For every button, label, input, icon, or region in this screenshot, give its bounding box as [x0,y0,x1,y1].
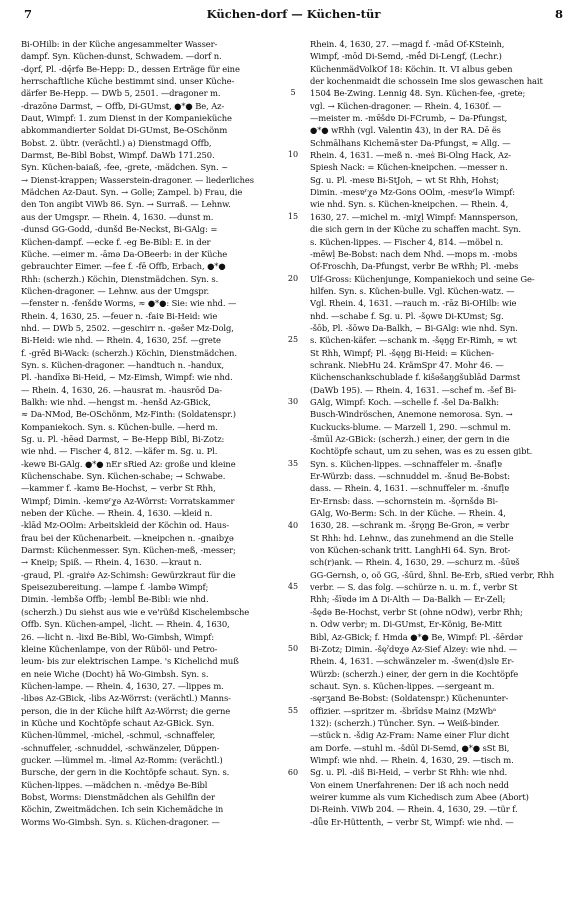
text-line: -šmūl Az-GBick: (scherzh.) einer, der gern in die [310,434,510,444]
text-line: Küchen-lippes. —mädchen n. -mēdχə Be-Bibl [21,779,208,790]
text-line: f. -grēd Bi-Wack: (scherzh.) Köchin, Dienstmädchen. [21,347,237,358]
text-line: der kochenmaidt die schossein Ime slos gewaschen hait [310,76,543,87]
text-line: → Kneip; Spiß. — Rhein. 4, 1630. —kraut n. [21,557,202,568]
text-line: sch(r)ank. — Rhein. 4, 1630, 29. —schurz m. -šūɐš [310,557,520,568]
text-line: Er-Würzb: dass. —schnuddel m. -šnuḍ Be-Bobst: [310,471,510,482]
text-line: Bobst, Worms: Dienstmädchen als Gehilfin der [21,791,215,802]
text-line: ●*● wRhh (vgl. Valentin 43), in der RA. Dē ës [310,125,501,136]
text-line: den Ton angibt ViWb 86. Syn. → Surraß. — Lehnw. [21,199,231,210]
line-number: 20 [287,273,299,283]
text-line: Küchen-lümmel, -michel, -schmul, -schnaffeler, [21,730,216,741]
text-line: wie nhd. — Fischer 4, 812. —käfer m. Sg. u. Pl. [21,446,218,457]
text-line: Bobst. 2. übtr. (verächtl.) a) Dienstmagd Offb, [21,137,212,148]
text-line: wie nhd. Syn. s. Küchen-kneipchen. — Rhein. 4, [310,199,509,210]
text-line: Rhh; -šīɐdə im ∆ Di-Alth — Da-Balkh — Er-Zell; [310,594,506,605]
text-line: -klād Mz-OOlm: Arbeitskleid der Köchin od. Haus- [21,520,229,531]
text-line: schaut. Syn. s. Küchen-lippes. —sergeant m. [310,680,495,691]
text-line: Kompaniekoch. Syn. s. Küchen-bulle. —herd m. [21,421,218,432]
text-line: —stück n. -šdig Az-Fram: Name einer Flur dicht [310,730,510,741]
text-line: dass. — Rhein. 4, 1631. —schnuffeler m. -šnufḷɐ [310,483,509,494]
text-line: (DaWb 195). — Rhein. 4, 1631. —schef m. -šef Bi- [310,384,517,395]
text-line: Köchin, Zweitmädchen. Ich sein Kichemädche in [21,804,224,815]
text-line: Syn. s. Küchen-lippes. —schnaffeler m. -šnafḷɐ [310,458,502,469]
text-line: dampf. Syn. Küchen-dunst, Schwadem. —dorf n. [21,51,222,62]
text-line: s. Küchen-käfer. —schank m. -šęŋg Er-Rimh, ≈ wt [310,335,517,346]
text-line: Speisezubereitung. —lampe f. -lambə Wimpf; [21,582,209,593]
text-line: offizier. —spritzer m. -šbrīdsɐ Mainz (MzWbᵃ [310,705,497,716]
text-line: n. Odw verbr; m. Di-GUmst, Er-König, Be-Mitt [310,619,502,630]
text-line: Sg. u. Pl. -hēəd Darmst, ~ Be-Hepp Bibl, Bi-Zotz: [21,434,225,444]
text-line: s. Küchen-lippes. — Fischer 4, 814. —möbel n. [310,236,504,247]
text-line: ≈ Da-NMod, Be-OSchönm, Mz-Finth: (Soldatenspr.) [21,409,236,420]
text-line: därfer Be-Hepp. — DWb 5, 2501. —dragoner m. [21,88,221,99]
text-line: Wimpf, -mōd Di-Semd, -mḗd Di-Lengf, (Lechr.) [310,51,502,62]
text-line: hilfen. Syn. s. Küchen-bulle. Vgl. Küchen-watz. — [310,285,515,296]
text-line: verbr. — S. das folg. —schürze n. u. m. f., verbr St [310,582,518,593]
text-line: Sg. u. Pl. -diš Bi-Heid, ~ verbr St Rhh: wie nhd. [310,767,508,778]
text-line: Küchen-lampe. — Rhein. 4, 1630, 27. —lippes m. [21,680,224,691]
text-line: -dǫrf, Pl. -dę̄rfə Be-Hepp: D., dessen Erträge für eine [21,63,240,74]
text-line: -dunsd GG-Godd, -dunšd Be-Neckst, Bi-GAlg: = [21,224,218,235]
text-line: 1630, 27. —michel m. -miχḷ Wimpf: Mannsperson, [310,211,518,222]
text-line: (scherzh.) Du siehst aus wie e ve'rüßd Kischelembsche [21,606,250,617]
running-head: Küchen-dorf — Küchen-tür [206,7,381,21]
text-line: Küchenschankschublade f. kišəšaŋgšublād Darmst [310,372,521,383]
text-line: Darmst, Be-Bibl Bobst, Wimpf. DaWb 171.250. [21,150,215,161]
text-line: am Dorfe. —stuhl m. -šdūl Di-Semd, ●*● sSt Bi, [310,742,510,753]
text-line: GG-Gernsh, o, oö GG, -šūrd, šhnl. Be-Erb, sRied verbr, Rhh [310,569,555,580]
line-number: 40 [287,520,299,530]
page-number-right: 8 [554,7,563,21]
text-line: 132): (scherzh.) Tüncher. Syn. → Weiß-binder. [310,717,500,728]
text-line: 26. —licht n. -lixd Be-Bibl, Wo-Gimbsh, Wimpf: [21,631,214,642]
text-line: leum- bis zur elektrischen Lampe. 's Kichelichd muß [21,656,239,667]
left-column [21,38,278,828]
text-line: Küchen-dragoner. — Lehnw. aus der Umgspr. [21,285,210,296]
text-line: gucker. —lümmel m. -liməl Az-Romm: (verächtl.) [21,754,223,765]
text-line: Bursche, der gern in die Kochtöpfe schaut. Syn. s. [21,767,230,778]
text-line: Bi-OHilb: in der Küche angesammelter Wasser- [21,39,218,49]
text-line: —fenster n. -fenšdɐ Worms, ≈ ●*●: Sie: wie nhd. — [21,298,237,309]
text-line: —kammer f. -kamɐ Be-Hochst, ~ verbr St Rhh, [21,483,216,494]
text-line: Bibl, Az-GBick; f. Hmda ●*● Be, Wimpf: Pl. -šērdər [310,631,523,642]
text-line: -dǖɐ Er-Hüttenth, ~ verbr St, Wimpf: wie nhd. — [310,816,514,827]
text-line: frau bei der Küchenarbeit. —kneipchen n. -gnaibχə [21,532,234,543]
text-line: 1504 Be-Zwing. Lennig 48. Syn. Küchen-fee, -grete; [310,88,526,99]
text-line: nhd. — DWb 5, 2502. —geschirr n. -gəšer Mz-Dolg, [21,322,234,333]
text-line: Er-Ernsb: dass. —schornstein m. -šǫrnšdə Bi- [310,495,498,506]
text-line: -kewɐ Bi-GAlg. ●*● nEr sRied Az: große und kleine [21,458,236,469]
text-line: Rhh: (scherzh.) Köchin, Dienstmädchen. Syn. s. [21,273,219,284]
text-line: Darmst: Küchenmesser. Syn. Küchen-meß, -messer; [21,545,236,556]
text-line: die sich gern in der Küche zu schaffen macht. Syn. [310,224,521,235]
text-line: vgl. → Küchen-dragoner. — Rhein. 4, 1630f. — [310,100,502,111]
text-line: Kochtöpfe schaut, um zu sehen, was es zu essen gibt. [310,446,533,457]
text-line: -mēwḷ Be-Bobst: nach dem Nhd. —mops m. -mobs [310,248,518,259]
text-line: Worms Wo-Gimbsh. Syn. s. Küchen-dragoner. — [21,816,220,827]
text-line: -drazōnə Darmst, ~ Offb, Di-GUmst, ●*● Be, Az- [21,100,225,111]
text-line: Busch-Windröschen, Anemone nemorosa. Syn. → [310,409,513,420]
text-line: Di-Reinh. ViWb 204. — Rhein. 4, 1630, 29. —tür f. [310,804,518,815]
text-line: Rhein. 4, 1630, 25. —feuer n. -faiɐ Bi-Heid: wie [21,310,218,321]
line-number: 25 [287,335,299,345]
text-line: -šędə Be-Hochst, verbr St (ohne nOdw), verbr Rhh; [310,606,523,617]
text-line: 1630, 28. —schrank m. -šrǫŋg Be-Gron, ≈ verbr [310,520,509,531]
text-line: — Rhein. 4, 1630, 26. —hausrat m. -hausrōd Da- [21,384,223,395]
text-line: —meister m. -mɐ̄šdɐ Di-FCrumb, ~ Da-Pfungst, [310,113,508,124]
text-line: Syn. Küchen-baiaß, -fee, -grete, -mädchen. Syn. ~ [21,162,229,173]
text-line: Dimin. -lembšə Offb; -lembĺ Be-Bibl: wie nhd. [21,594,209,605]
text-line: Wimpf; Dimin. -kemɐʳχə Az-Wörrst: Vorratskammer [21,495,235,506]
line-number: 5 [290,88,296,98]
text-line: Sg. u. Pl. -mesɐ Bi-StJoh, ~ wt St Rhh, Hohst; [310,174,500,185]
text-line: kleine Küchenlampe, von der Rüböl- und Petro- [21,643,218,654]
text-line: Of-Froschh, Da-Pfungst, verbr Be wRhh; Pl. -mebs [310,261,519,272]
line-number: 15 [287,211,299,221]
line-number: 55 [287,705,299,715]
line-number: 35 [287,458,299,468]
text-line: aus der Umgspr. — Rhein. 4, 1630. —dunst m. [21,211,214,222]
text-line: Spiesh Nack: = Küchen-kneipchen. —messer n. [310,162,508,173]
text-line: Kuckucks-blume. — Marzell 1, 290. —schmul m. [310,421,511,432]
text-line: KüchenmädVolkOf 18: Köchin. It. VI albus geben [310,63,513,74]
line-number: 50 [287,644,299,654]
text-line: herrschaftliche Küche bestimmt sind. unser Küche- [21,76,235,87]
text-line: in Küche und Kochtöpfe schaut Az-GBick. Syn. [21,717,215,728]
text-line: Pl. -handīxə Bi-Heid, ~ Mz-Eimsh, Wimpf: wie nhd. [21,372,233,383]
line-number: 30 [287,397,299,407]
text-line: Bi-Zotz; Dimin. -šęˀdɐχə Az-Sief Alzey: wie nhd. — [310,643,518,654]
page-number-left: 7 [24,7,33,21]
text-line: Bi-Heid: wie nhd. — Rhein. 4, 1630, 25f. —grete [21,335,221,346]
text-line: -schnuffeler, -schnuddel, -schwänzeler, Düppen- [21,742,220,753]
text-line: Küchen-dampf. —ecke f. -eg Be-Bibl: E. in der [21,236,211,247]
text-line: Balkh: wie nhd. —hengst m. -henšd Az-GBick, [21,396,211,407]
text-line: en neie Wiche (Docht) hā Wo-Gimbsh. Syn. s. [21,668,209,679]
right-column [310,38,567,828]
text-line: Küche. —eimer m. -āmə Da-OBeerb: in der Küche [21,248,228,259]
line-number: 60 [287,767,299,777]
text-line: Offb. Syn. Küchen-ampel, -licht. — Rhein. 4, 1630, [21,619,230,630]
text-line: Daut, Wimpf: 1. zum Dienst in der Kompanieküche [21,113,232,124]
text-line: abkommandierter Soldat Di-GUmst, Be-OSchönm [21,125,228,136]
text-line: -libəs Az-GBick, -libs Az-Wörrst: (verächtl.) Manns- [21,693,231,704]
text-line: -sęrʒand Be-Bobst: (Soldatenspr.) Küchenunter- [310,693,509,704]
text-line: Würzb: (scherzh.) einer, der gern in die Kochtöpfe [310,668,519,679]
text-line: St Rhh, Wimpf; Pl. -šęŋg Bi-Heid: = Küchen- [310,347,494,358]
text-line: -graud, Pl. -graiṙə Az-Schimsh: Gewürzkraut für die [21,569,236,580]
text-line: Dimin. -mesɐʳχə Mz-Gons OOlm, -mesɐʳlə Wimpf: [310,187,516,198]
text-line: weirer kumme als vum Kichedisch zum Abee (Abort) [310,791,529,802]
text-line: Küchenschabe. Syn. Küchen-schabe; → Schwabe. [21,471,226,482]
text-line: von Küchen-schank tritt. LanghHi 64. Syn. Brot- [310,545,511,556]
text-line: -šōb, Pl. -šōwɐ Da-Balkh, ~ Bi-GAlg: wie nhd. Syn. [310,322,518,333]
text-line: Vgl. Rhein. 4, 1631. —rauch m. -rāz Bi-OHilb: wie [310,298,517,309]
text-line: Schmālhans Kichemā ͤster Da-Pfungst, ≈ Allg. — [310,137,511,148]
text-line: Syn. s. Küchen-dragoner. —handtuch n. -handux, [21,359,224,370]
text-line: nhd. —schabe f. Sg. u. Pl. -šǫwɐ Di-KUmst; Sg. [310,310,504,321]
text-line: Von einem Unerfahrenen: Der iß ach noch nedd [310,779,509,790]
text-line: schrank. NiebHu 24. KrämSpr 47. Mohr 46. — [310,359,504,370]
text-line: St Rhh: hd. Lehnw., das zunehmend an die Stelle [310,532,514,543]
text-line: GAlg, Wimpf: Koch. —schelle f. -šel Da-Balkh: [310,396,500,407]
text-line: Wimpf: wie nhd. — Rhein. 4, 1630, 29. —tisch m. [310,754,514,765]
text-line: Rhein. 4, 1631. —meß n. -meṡ Bi-Olng Hack, Az- [310,150,511,161]
text-line: GAlg, Wo-Berm: Sch. in der Küche. — Rhein. 4, [310,508,506,519]
text-line: person, die in der Küche hilft Az-Wörrst; die gerne [21,705,231,716]
text-line: → Dienst-krappen; Wasserstein-dragoner. — liederliches [21,174,254,185]
text-line: Rhein. 4, 1630, 27. —magd f. -mād Of-KSteinh, [310,39,505,49]
text-line: gebrauchter Eimer. —fee f. -fē Offb, Erbach, ●*● [21,261,226,272]
text-line: Ulf-Gross: Küchenjunge, Kompaniekoch und seine Ge- [310,273,535,284]
text-line: neben der Küche. — Rhein. 4, 1630. —kleid n. [21,508,213,519]
text-line: Rhein. 4, 1631. —schwänzeler m. -šwen(d)slɐ Er- [310,656,515,667]
text-line: Mädchen Az-Daut. Syn. → Golle; Zampel. b) Frau, die [21,187,243,198]
line-number: 10 [287,150,299,160]
line-number: 45 [287,582,299,592]
